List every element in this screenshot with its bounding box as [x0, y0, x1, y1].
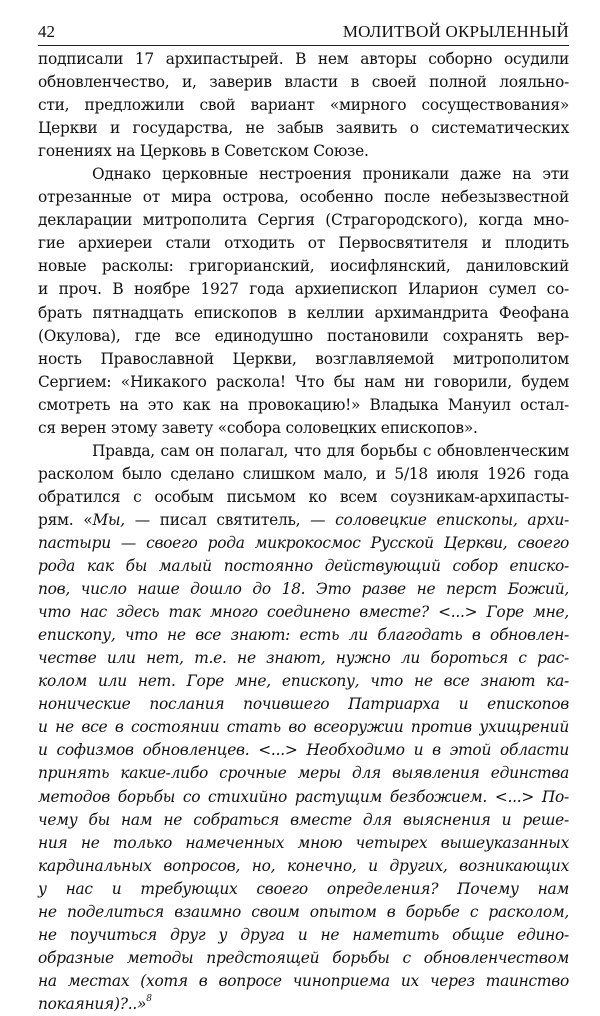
line-text: покаяния)?..»: [38, 994, 147, 1013]
text-line: [38, 278, 569, 301]
text-line: [38, 578, 569, 601]
text-line: [38, 601, 569, 624]
line-text: у нас и требующих своего определения? Почему нам: [38, 879, 569, 898]
line-text: не поучиться друг у друга и не наметить общие едино-: [38, 925, 569, 944]
line-text: смотреть на это как на провокацию!» Владыка Мануил остал-: [38, 395, 569, 414]
line-text: Однако церковные нестроения проникали даже на эти: [92, 165, 569, 184]
text-line: [38, 186, 569, 209]
text-line: [38, 809, 569, 832]
text-line: [38, 855, 569, 878]
text-line: [38, 394, 569, 417]
text-line: [38, 417, 569, 440]
text-line: [38, 163, 569, 186]
line-text: ния не только намеченных мною четырех вышеуказанных: [38, 833, 569, 852]
line-text: принять какие-либо срочные меры для выявления единства: [38, 764, 569, 783]
text-line: [38, 693, 569, 716]
text-line: [38, 924, 569, 947]
text-line: [38, 762, 569, 785]
line-text: ся верен этому завету «собора соловецких епископов».: [38, 418, 478, 437]
line-text: нонические послания почившего Патриарха и епископов: [38, 695, 569, 714]
line-text: отрезанные от мира острова, особенно после небезызвестной: [38, 188, 569, 207]
line-text: (Окулова), где все единодушно постановили сохранять вер-: [38, 326, 569, 345]
line-text: ность Православной Церкви, возглавляемой митрополитом: [38, 349, 569, 368]
text-line: [38, 209, 569, 232]
line-text: методов борьбы со стихийно растущим безбожием. <...> По-: [38, 787, 569, 806]
line-text: обратился с особым письмом ко всем соузникам-архипасты-: [38, 487, 569, 506]
text-line: [38, 140, 569, 163]
line-text: подписали 17 архипастырей. В нем авторы соборно осудили: [38, 50, 569, 68]
line-text: брать пятнадцать епископов в келлии архимандрита Феофана: [38, 303, 569, 322]
line-text: гонениях на Церковь в Советском Союзе.: [38, 142, 369, 161]
page-number: 42: [38, 22, 55, 41]
line-text: декларации митрополита Сергия (Страгородского), когда мно-: [38, 211, 569, 230]
text-line: [38, 509, 569, 532]
line-text: колом или нет. Горе мне, епископу, что не все знают ка-: [38, 672, 569, 691]
text-line: [38, 94, 569, 117]
text-line: [38, 302, 569, 325]
text-line: [38, 255, 569, 278]
line-text: новые расколы: григорианский, иосифлянский, даниловский: [38, 257, 569, 276]
line-text: и не все в состоянии стать во всеоружии против ухищрений: [38, 718, 569, 737]
text-line: [38, 670, 569, 693]
line-text: гие архиереи стали отходить от Первосвятителя и плодить: [38, 234, 569, 253]
text-line: [38, 325, 569, 348]
line-text: честве или нет, т.е. не знают, нужно ли бороться с рас-: [38, 649, 569, 668]
text-line: [38, 786, 569, 809]
line-text: и проч. В ноябре 1927 года архиепископ Иларион сумел со-: [38, 280, 569, 299]
quote-text: Мы,: [92, 510, 125, 529]
line-text: обновленчество, и, заверив власти в своей полной лояльно-: [38, 73, 569, 92]
line-text: что нас здесь так много соединено вместе? <...> Горе мне,: [38, 603, 569, 622]
text-line: [38, 348, 569, 371]
text-line: [38, 970, 569, 993]
line-text: Церкви и государства, не забыв заявить о систематических: [38, 119, 569, 138]
text-line: [38, 232, 569, 255]
text-line: [38, 993, 569, 1016]
text-line: [38, 716, 569, 739]
text-line: [38, 71, 569, 94]
text-line: [38, 48, 569, 71]
text-line: [38, 532, 569, 555]
line-text: пов, число наше дошло до 18. Это разве не перст Божий,: [38, 580, 569, 599]
line-text: Сергием: «Никакого раскола! Что бы нам ни говорили, будем: [38, 372, 569, 391]
book-page: [38, 20, 569, 1016]
line-text: расколом было сделано слишком мало, и 5/18 июля 1926 года: [38, 464, 569, 483]
text-line: [38, 555, 569, 578]
line-text: и софизмов обновленцев. <...> Необходимо и в этой области: [38, 741, 569, 760]
text-line: [38, 947, 569, 970]
narrative-text: рям. «: [38, 510, 93, 529]
line-text: сти, предложили свой вариант «мирного сосуществования»: [38, 96, 569, 115]
line-text: рода как бы малый постоянно действующий собор еписко-: [38, 557, 569, 576]
text-line: [38, 440, 569, 463]
running-header: [38, 20, 569, 46]
line-text: Правда, сам он полагал, что для борьбы с обновленческим: [92, 441, 569, 460]
line-text: на местах (хотя в вопросе чиноприема их через таинство: [38, 971, 569, 990]
quote-text: соловецкие епископы, архи-: [335, 510, 569, 529]
line-text: чему бы нам не собраться вместе для выяснения и реше-: [38, 810, 569, 829]
body-text: [38, 48, 569, 1016]
text-line: [38, 117, 569, 140]
text-line: [38, 624, 569, 647]
running-title: МОЛИТВОЙ ОКРЫЛЕННЫЙ: [342, 22, 569, 41]
line-text: пастыри — своего рода микрокосмос Русской Церкви, своего: [38, 533, 569, 552]
text-line: [38, 901, 569, 924]
line-text: епископу, что не все знают: есть ли благодать в обновлен-: [38, 626, 569, 645]
line-text: кардинальных вопросов, но, конечно, и других, возникающих: [38, 856, 569, 875]
line-text: образные методы предстоящей борьбы с обновленчеством: [38, 948, 569, 967]
text-line: [38, 647, 569, 670]
text-line: [38, 486, 569, 509]
footnote-marker[interactable]: 8: [146, 993, 152, 1004]
text-line: [38, 463, 569, 486]
narrative-text: — писал святитель, —: [124, 510, 336, 529]
text-line: [38, 739, 569, 762]
line-text: не поделиться взаимно своим опытом в борьбе с расколом,: [38, 902, 569, 921]
text-line: [38, 832, 569, 855]
text-line: [38, 878, 569, 901]
text-line: [38, 371, 569, 394]
